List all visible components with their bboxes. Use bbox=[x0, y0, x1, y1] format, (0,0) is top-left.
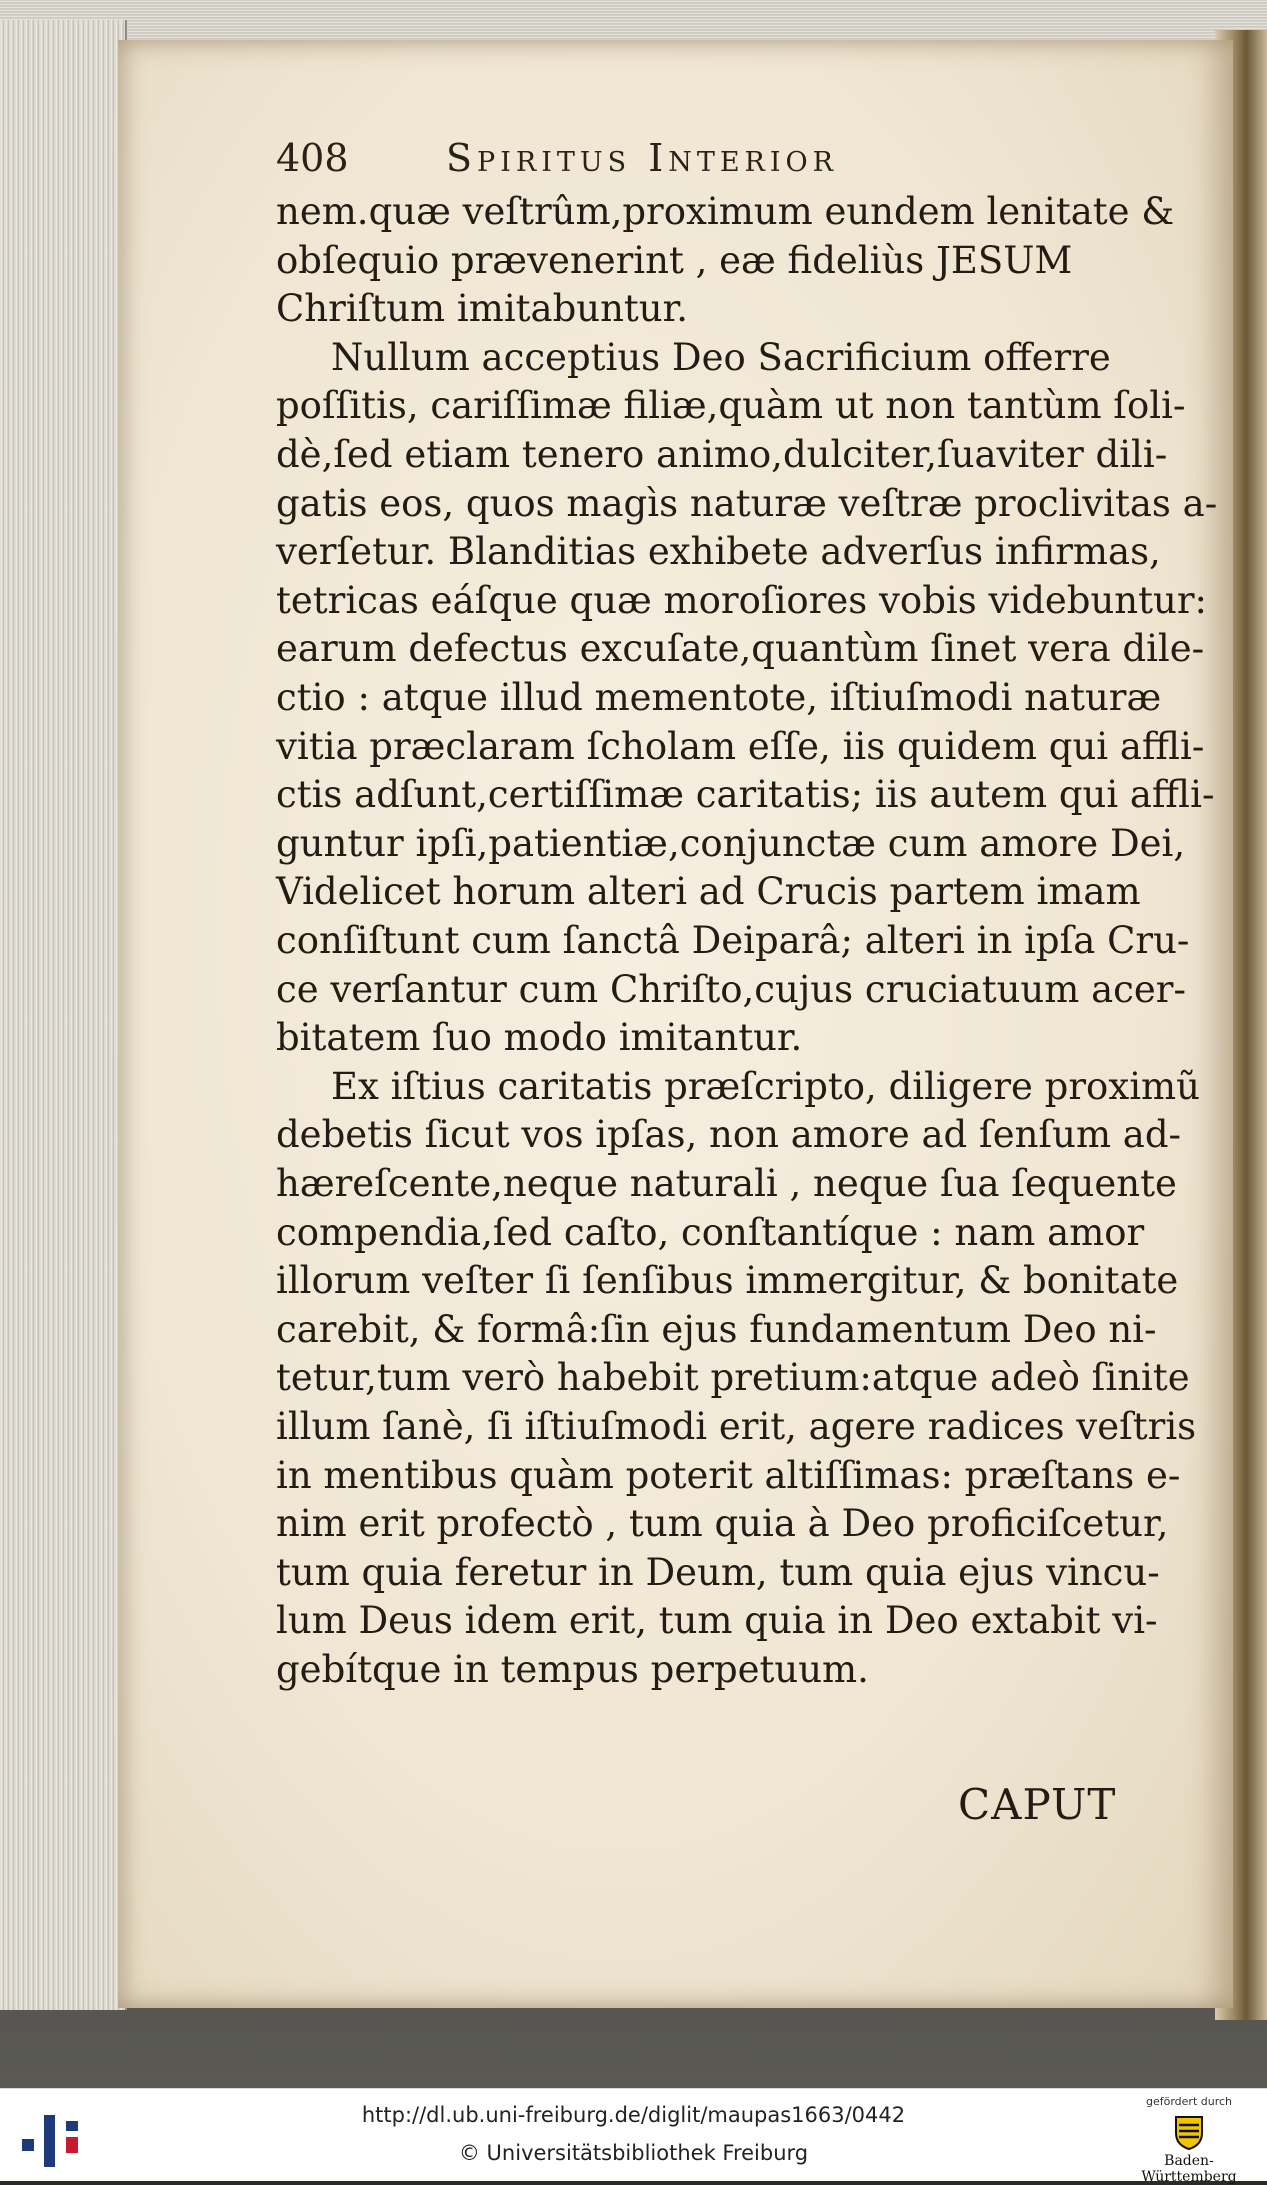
text-line: ctio : atque illud mementote, iſtiuſmodi naturæ bbox=[276, 676, 1162, 719]
text-line: tum quia feretur in Deum, tum quia ejus vincu- bbox=[276, 1550, 1160, 1594]
text-line: carebit, & formâ:ſin ejus fundamentum Deo ni- bbox=[276, 1307, 1157, 1351]
text-line: gatis eos, quos magìs naturæ veſtræ proclivitas a- bbox=[276, 481, 1218, 525]
text-line: hæreſcente,neque naturali , neque ſua ſequente bbox=[276, 1162, 1177, 1205]
running-head: Spiritus Interior bbox=[446, 136, 839, 180]
text-line: nim erit profectò , tum quia à Deo proficiſcetur, bbox=[276, 1502, 1169, 1546]
coat-of-arms-icon bbox=[1172, 2111, 1206, 2151]
text-line: earum defectus excuſate,quantùm ſinet vera dile- bbox=[276, 627, 1205, 671]
text-line: tetur,tum verò habebit pretium:atque adeò ſinite bbox=[276, 1356, 1190, 1400]
text-line: guntur ipſi,patientiæ,conjunctæ cum amore Dei, bbox=[276, 821, 1186, 865]
text-line: conſiſtunt cum ſanctâ Deiparâ; alteri in ipſa Cru- bbox=[276, 919, 1190, 962]
text-line: Videlicet horum alteri ad Crucis partem imam bbox=[276, 870, 1141, 914]
funder-name: Baden-Württemberg bbox=[1141, 2153, 1237, 2185]
text-line: Nullum acceptius Deo Sacrificium offerre bbox=[331, 335, 1111, 379]
text-line: lum Deus idem erit, tum quia in Deo extabit vi- bbox=[276, 1599, 1158, 1643]
text-line: ctis adſunt,certiſſimæ caritatis; iis autem qui affli- bbox=[276, 773, 1215, 817]
text-line: illum ſanè, ſi iſtiuſmodi erit, agere radices veſtris bbox=[276, 1405, 1197, 1448]
text-line: dè,ſed etiam tenero animo,dulciter,ſuaviter dili- bbox=[276, 433, 1168, 476]
text-line: bitatem ſuo modo imitantur. bbox=[276, 1016, 803, 1060]
funder-logo bbox=[1129, 2095, 1249, 2185]
text-line: tetricas eáſque quæ moroſiores vobis videbuntur: bbox=[276, 578, 1207, 622]
text-line: vitia præclaram ſcholam eſſe, iis quidem qui affli- bbox=[276, 724, 1205, 768]
text-line: gebítque in tempus perpetuum. bbox=[276, 1648, 869, 1691]
text-line: ce verſantur cum Chriſto,cujus cruciatuum acer- bbox=[276, 967, 1186, 1011]
page-number: 408 bbox=[276, 136, 349, 180]
text-line: illorum veſter ſi ſenſibus immergitur, & bonitate bbox=[276, 1259, 1179, 1303]
text-line: verſetur. Blanditias exhibete adverſus infirmas, bbox=[276, 530, 1161, 574]
text-line: compendia,ſed caſto, conſtantíque : nam amor bbox=[276, 1210, 1145, 1254]
catchword: CAPUT bbox=[958, 1780, 1117, 1829]
text-line: poſſitis, cariſſimæ filiæ,quàm ut non tantùm ſoli- bbox=[276, 384, 1186, 428]
book-fore-edge bbox=[0, 20, 127, 2010]
text-line: Chriſtum imitabuntur. bbox=[276, 287, 689, 331]
text-line: obſequio prævenerint , eæ fideliùs JESUM bbox=[276, 238, 1073, 282]
text-line: in mentibus quàm poterit altiſſimas: præſtans e- bbox=[276, 1453, 1181, 1497]
text-line: nem.quæ veſtrûm,proximum eundem lenitate & bbox=[276, 190, 1175, 233]
permalink-url[interactable]: http://dl.ub.uni-freiburg.de/diglit/maupas1663/0442 bbox=[361, 2103, 906, 2127]
copyright-notice: © Universitätsbibliothek Freiburg bbox=[458, 2141, 809, 2165]
text-line: debetis ſicut vos ipſas, non amore ad ſenſum ad- bbox=[276, 1113, 1182, 1157]
book-top-edge bbox=[0, 0, 1267, 45]
page-header bbox=[276, 136, 1096, 196]
book-page bbox=[118, 40, 1233, 2008]
viewer-footer bbox=[0, 2088, 1267, 2185]
funder-label: gefördert durch bbox=[1145, 2095, 1233, 2108]
text-line: Ex iſtius caritatis præſcripto, diligere proximũ bbox=[331, 1064, 1200, 1108]
